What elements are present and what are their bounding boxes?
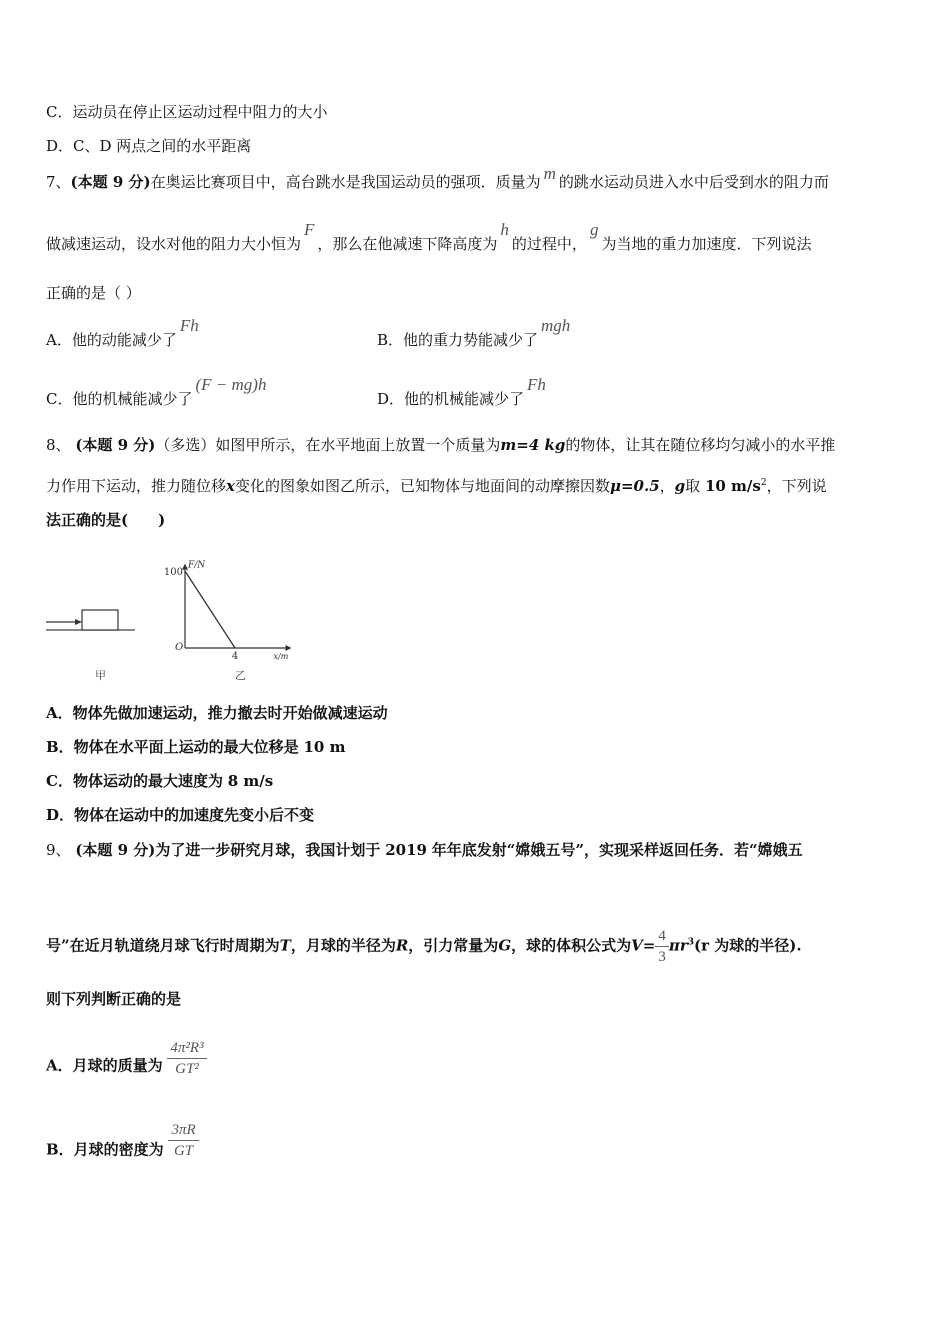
q7-score: (本题 9 分) xyxy=(70,173,151,191)
option-value: 10 m xyxy=(303,738,346,756)
q7-option-b xyxy=(377,316,573,350)
option-label: D．他的机械能减少了 xyxy=(377,390,525,408)
q9-line-3 xyxy=(46,989,181,1009)
arrow-head xyxy=(75,619,82,625)
q8-text: ， xyxy=(659,477,675,495)
fraction-denominator: 3 xyxy=(658,949,666,965)
density-formula xyxy=(168,1120,198,1161)
q7-text: 正确的是（ ） xyxy=(46,284,141,302)
fraction-4-3 xyxy=(655,926,669,967)
x-axis-arrow xyxy=(286,645,292,651)
fraction-denominator: GT xyxy=(173,1143,194,1159)
q7-option-c xyxy=(46,375,269,409)
q9-text: 为了进一步研究月球，我国计划于 xyxy=(155,841,381,859)
q8-var-x: x xyxy=(226,477,235,495)
math-expression: Fh xyxy=(179,316,199,335)
q7-text: 在奥运比赛项目中，高台跳水是我国运动员的强项．质量为 xyxy=(150,173,541,191)
block xyxy=(82,610,118,630)
q9-text: 号”在近月轨道绕月球飞行时周期为 xyxy=(46,936,280,955)
superscript: 2 xyxy=(760,478,767,488)
q8-figure xyxy=(40,538,310,686)
q9-text: ，月球的半径为 xyxy=(290,936,396,955)
option-c-text: C．运动员在停止区运动过程中阻力的大小 xyxy=(46,103,328,121)
q7-text: 的过程中， xyxy=(511,235,587,253)
q8-score: (本题 9 分) xyxy=(75,436,156,454)
math-expression: Fh xyxy=(527,375,546,394)
q8-text: 取 xyxy=(685,477,701,495)
fraction-numerator: 4 xyxy=(655,926,669,947)
q8-g-value: 10 m/s xyxy=(704,477,761,495)
q9-text: 则下列判断正确的是 xyxy=(46,990,182,1008)
q8-line-1 xyxy=(46,435,835,455)
q9-option-a xyxy=(46,1040,207,1087)
math-expression: (F − mg)h xyxy=(195,375,267,394)
q7-line-1 xyxy=(46,164,829,192)
q8-text: 力作用下运动，推力随位移 xyxy=(46,477,227,495)
q8-option-d xyxy=(46,805,314,825)
q9-text: ，引力常量为 xyxy=(408,936,499,955)
fraction-numerator: 4π²R³ xyxy=(167,1038,206,1059)
fraction-denominator: GT² xyxy=(175,1061,199,1077)
q8-mass: m=4 kg xyxy=(500,436,566,454)
option-text: A．月球的质量为 xyxy=(46,1056,163,1075)
q8-text: ，下列说 xyxy=(766,477,827,495)
q9-pi-r: πr xyxy=(668,936,688,955)
math-expression: mgh xyxy=(541,316,571,335)
q8-text: 变化的图象如图乙所示，已知物体与地面间的动摩擦因数 xyxy=(234,477,610,495)
series-line-F xyxy=(185,571,235,648)
mass-formula xyxy=(167,1038,206,1079)
q9-score: (本题 9 分) xyxy=(75,841,156,859)
label-yi: 乙 xyxy=(235,669,246,682)
option-text: B．物体在水平面上运动的最大位移是 xyxy=(46,738,299,756)
q7-number: 7、 xyxy=(46,173,71,191)
origin-label: O xyxy=(175,642,184,653)
label-jia: 甲 xyxy=(95,669,106,682)
q8-text: 的物体，让其在随位移均匀减小的水平推 xyxy=(565,436,836,454)
q7-math-h: h xyxy=(500,220,509,239)
q9-line-1 xyxy=(46,840,803,860)
q9-var-G: G xyxy=(498,936,512,955)
q8-text: （多选）如图甲所示，在水平地面上放置一个质量为 xyxy=(155,436,501,454)
q7-math-F: F xyxy=(304,220,315,239)
q7-line-2 xyxy=(46,220,812,254)
q9-option-b xyxy=(46,1122,199,1171)
q9-line-2 xyxy=(46,926,802,967)
y-axis-label: F/N xyxy=(188,560,206,571)
option-text: C．物体运动的最大速度为 xyxy=(46,772,223,790)
x-axis-label: x/m xyxy=(273,652,289,661)
q9-var-T: T xyxy=(279,936,291,955)
q8-option-c xyxy=(46,771,273,791)
superscript: 3 xyxy=(687,937,695,948)
q7-option-d xyxy=(377,375,549,409)
q7-text: 做减速运动，设水对他的阻力大小恒为 xyxy=(46,235,302,253)
fraction-numerator: 3πR xyxy=(168,1120,198,1141)
q8-number: 8、 xyxy=(46,436,71,454)
option-c-prev xyxy=(46,102,327,122)
q7-text: ，那么在他减速下降高度为 xyxy=(317,235,498,253)
q7-math-m: m xyxy=(543,164,556,183)
option-text: D．物体在运动中的加速度先变小后不变 xyxy=(46,806,315,824)
q8-line-3 xyxy=(46,510,165,530)
q8-mu: μ=0.5 xyxy=(609,477,660,495)
q7-text: 的跳水运动员进入水中后受到水的阻力而 xyxy=(558,173,829,191)
q9-number: 9、 xyxy=(46,841,71,859)
q8-option-a xyxy=(46,703,388,723)
q9-text: (r 为球的半径). xyxy=(694,936,802,955)
option-d-text: D．C、D 两点之间的水平距离 xyxy=(46,137,252,155)
q7-text: 为当地的重力加速度．下列说法 xyxy=(601,235,812,253)
option-d-prev xyxy=(46,136,251,156)
x-tick-label: 4 xyxy=(231,651,239,662)
q9-year: 2019 xyxy=(385,841,427,859)
q7-option-a xyxy=(46,316,202,350)
option-value: 8 m/s xyxy=(227,772,274,790)
q7-math-g: g xyxy=(589,220,599,239)
option-text: B．月球的密度为 xyxy=(46,1140,164,1159)
q8-text: 法正确的是( ) xyxy=(46,511,166,529)
q7-line-3 xyxy=(46,283,141,303)
q8-line-2 xyxy=(46,473,827,496)
q8-option-b xyxy=(46,737,345,757)
q9-var-V: V= xyxy=(631,936,656,955)
q8-var-g: g xyxy=(674,477,686,495)
q9-var-R: R xyxy=(395,936,409,955)
option-label: B．他的重力势能减少了 xyxy=(377,331,539,349)
option-label: C．他的机械能减少了 xyxy=(46,390,193,408)
q9-text: ，球的体积公式为 xyxy=(511,936,632,955)
option-label: A．他的动能减少了 xyxy=(46,331,177,349)
y-tick-label: 100 xyxy=(163,567,183,578)
option-text: A．物体先做加速运动，推力撤去时开始做减速运动 xyxy=(46,704,388,722)
q9-text: 年年底发射“嫦娥五号”，实现采样返回任务．若“嫦娥五 xyxy=(431,841,803,859)
